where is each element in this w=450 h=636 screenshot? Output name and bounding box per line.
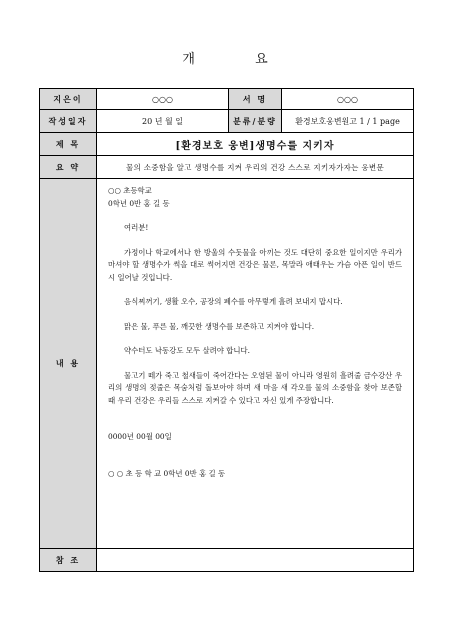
- subject-value: [환경보호 웅변]생명수를 지키자: [175, 140, 335, 152]
- paragraph-4: 약수터도 낙동강도 모두 살려야 합니다.: [124, 346, 250, 355]
- summary-row: [40, 156, 413, 179]
- summary-form: [39, 88, 414, 572]
- author-label: 지은이: [40, 89, 97, 109]
- greeting-line: 여러분!: [124, 223, 149, 232]
- summary-value: 물의 소중함을 알고 생명수를 지켜 우리의 건강 스스로 지키자가자는 웅변문: [125, 162, 385, 172]
- date-value: 20 년 월 일: [97, 110, 229, 132]
- category-label: 분류/분량: [229, 110, 282, 132]
- signature-value: ○○○: [337, 94, 358, 104]
- school-line: ○○ 초등학교: [108, 186, 152, 195]
- subject-row: [40, 133, 413, 156]
- summary-label: 요 약: [40, 156, 97, 178]
- category-value: 환경보호웅변원고 1 / 1 page: [295, 116, 400, 126]
- content-body: [97, 179, 413, 548]
- signoff-line: ○ ○ 초 등 학 교 0학년 0반 홍 길 동: [108, 468, 226, 478]
- document-title: 개 요: [182, 52, 296, 67]
- date-label: 작성일자: [40, 110, 97, 132]
- signature-label: 서 명: [229, 89, 282, 109]
- paragraph-3: 맑은 물, 푸른 물, 깨끗한 생명수를 보존하고 지켜야 합니다.: [124, 321, 315, 331]
- student-line: 0학년 0반 홍 길 동: [108, 198, 170, 208]
- date-row: [40, 110, 413, 133]
- content-label: 내 용: [40, 179, 97, 548]
- content-row: [40, 179, 413, 549]
- written-date: 0000년 00월 00일: [108, 432, 172, 441]
- author-row: [40, 89, 413, 110]
- subject-label: 제 목: [40, 133, 97, 155]
- paragraph-1: 가정이나 학교에서나 한 방울의 수돗물을 아끼는 것도 대단히 중요한 일이지만 우리가 마셔야 할 생명수가 썩을 대로 썩어지면 건강은 물론, 목말라 애태우는 가슴 아픈 일이 반드시 일어날 것입니다.: [108, 247, 402, 282]
- reference-label: 참 조: [40, 549, 97, 571]
- reference-row: [40, 549, 413, 571]
- paragraph-2: 음식찌꺼기, 생활 오수, 공장의 폐수를 아무렇게 흘려 보내지 맙시다.: [124, 297, 343, 306]
- paragraph-5: 물고기 떼가 죽고 철새들이 죽어간다는 오염된 물이 아니라 영원히 흘려줄 금수강산 우리의 생명의 젖줄은 목숨처럼 돌보아야 하며 새 마음 새 각오를 물의 소중함을 찾아 보존할 때 우리 건강은 우리들 스스로 지켜갈 수 있다고 자신 있게 주장합니다.: [108, 370, 402, 405]
- reference-value: [97, 549, 413, 571]
- author-value: ○○○: [97, 89, 229, 109]
